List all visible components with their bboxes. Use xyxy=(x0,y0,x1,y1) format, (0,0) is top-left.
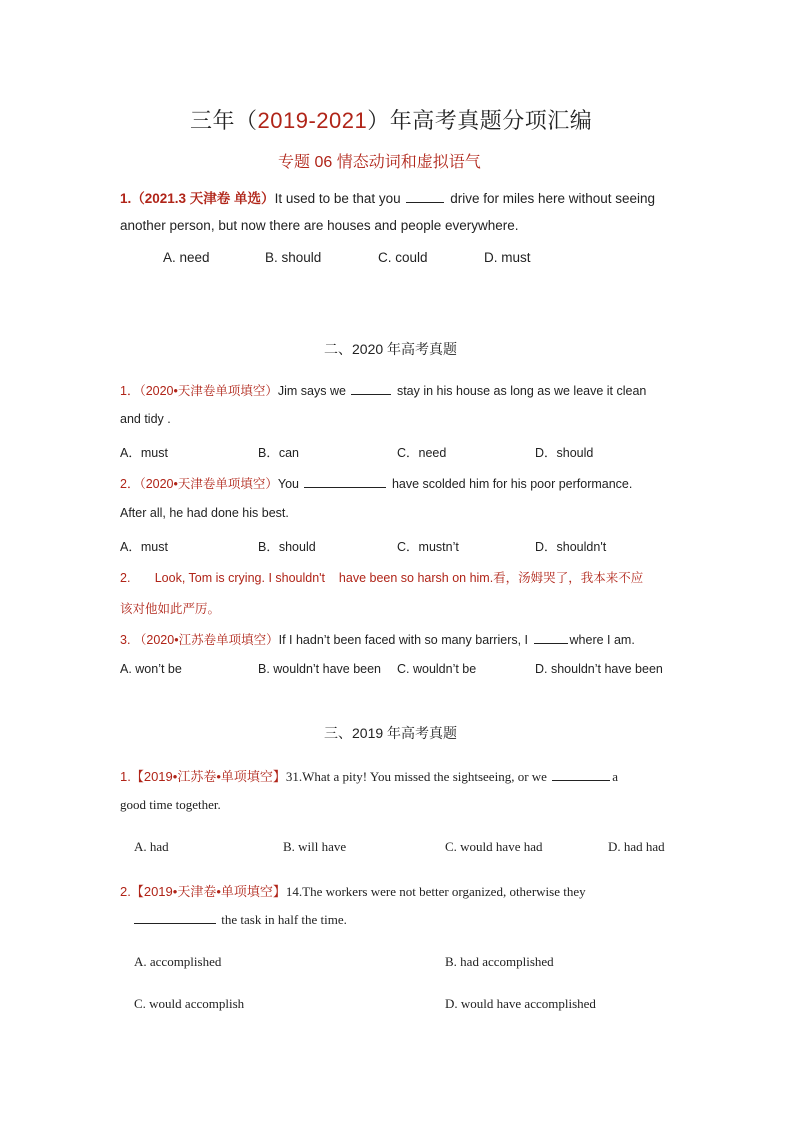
option-a: A．must xyxy=(120,446,168,460)
question-text: If I hadn’t been faced with so many barriers, I xyxy=(278,633,529,647)
question-2019-2-line2 xyxy=(134,912,347,928)
option-a: A. need xyxy=(163,250,210,265)
title-prefix: 三年（ xyxy=(190,108,258,133)
question-2019-1-line1 xyxy=(120,766,618,785)
question-text: 14.The workers were not better organized, otherwise they xyxy=(285,884,586,899)
question-2021-line2: another person, but now there are houses and people everywhere. xyxy=(120,218,519,233)
answer-explanation-line1: 2. Look, Tom is crying. I shouldn't have been so harsh on him.看，汤姆哭了，我本来不应 xyxy=(120,571,644,585)
option-d: D．should xyxy=(535,446,594,460)
question-source: 1.【2019•江苏卷•单项填空】 xyxy=(120,769,286,784)
option-c: C．need xyxy=(397,446,447,460)
question-source: 2．（2020•天津卷单项填空） xyxy=(120,477,278,491)
answer-blank xyxy=(304,486,386,488)
option-b: B．should xyxy=(258,540,316,554)
question-2019-2-line1 xyxy=(120,881,586,900)
question-text: have scolded him for his poor performance. xyxy=(391,477,633,491)
question-source: 1.（2021.3 天津卷 单选） xyxy=(120,191,275,206)
question-2020-3-line1 xyxy=(120,630,635,648)
answer-explanation-line2: 该对他如此严厉。 xyxy=(120,602,221,616)
section-heading-2019: 三、2019 年高考真题 xyxy=(324,725,458,741)
option-a: A．must xyxy=(120,540,168,554)
option-d: D. shouldn’t have been xyxy=(535,662,663,676)
question-text: It used to be that you xyxy=(274,191,401,206)
title-years: 2019-2021 xyxy=(257,108,368,133)
question-2020-2-line2: After all, he had done his best. xyxy=(120,506,289,520)
question-2021-line1 xyxy=(120,187,655,207)
question-source: 1．（2020•天津卷单项填空） xyxy=(120,384,278,398)
option-c: C. would have had xyxy=(445,839,543,854)
question-text: drive for miles here without seeing xyxy=(450,191,656,206)
question-2020-1-line1 xyxy=(120,381,646,399)
option-c: C．mustn’t xyxy=(397,540,459,554)
answer-blank xyxy=(406,201,444,203)
question-source: 3. （2020•江苏卷单项填空） xyxy=(120,633,279,647)
option-b: B. wouldn’t have been xyxy=(258,662,382,676)
option-a: A. accomplished xyxy=(134,954,222,969)
title-suffix: ）年高考真题分项汇编 xyxy=(367,108,593,133)
option-c: C. would accomplish xyxy=(134,996,245,1011)
question-text: You xyxy=(277,477,299,491)
option-d: D. would have accomplished xyxy=(445,996,596,1011)
option-c: C. could xyxy=(378,250,428,265)
answer-blank xyxy=(534,642,568,644)
answer-blank xyxy=(552,779,610,781)
option-b: B. should xyxy=(265,250,322,265)
page-subtitle: 专题 06 情态动词和虚拟语气 xyxy=(278,154,481,171)
question-2019-1-line2: good time together. xyxy=(120,797,221,812)
option-a: A. won’t be xyxy=(120,662,182,676)
option-c: C. wouldn’t be xyxy=(397,662,477,676)
question-text: 31.What a pity! You missed the sightseeing, or we xyxy=(285,769,547,784)
question-text: stay in his house as long as we leave it clean xyxy=(396,384,647,398)
section-heading-2020: 二、2020 年高考真题 xyxy=(324,341,458,357)
option-d: D．shouldn't xyxy=(535,540,607,554)
question-text: where I am. xyxy=(569,633,635,647)
option-a: A. had xyxy=(134,839,169,854)
option-d: D. must xyxy=(484,250,531,265)
question-text: a xyxy=(612,769,618,784)
option-b: B．can xyxy=(258,446,299,460)
question-2020-2-line1 xyxy=(120,474,632,492)
answer-blank xyxy=(134,922,216,924)
question-text: the task in half the time. xyxy=(221,912,347,927)
option-b: B. had accomplished xyxy=(445,954,554,969)
answer-blank xyxy=(351,393,391,395)
question-source: 2.【2019•天津卷•单项填空】 xyxy=(120,884,286,899)
page-title xyxy=(190,104,592,135)
option-b: B. will have xyxy=(283,839,347,854)
option-d: D. had had xyxy=(608,839,665,854)
question-text: Jim says we xyxy=(277,384,346,398)
question-2020-1-line2: and tidy . xyxy=(120,412,171,426)
